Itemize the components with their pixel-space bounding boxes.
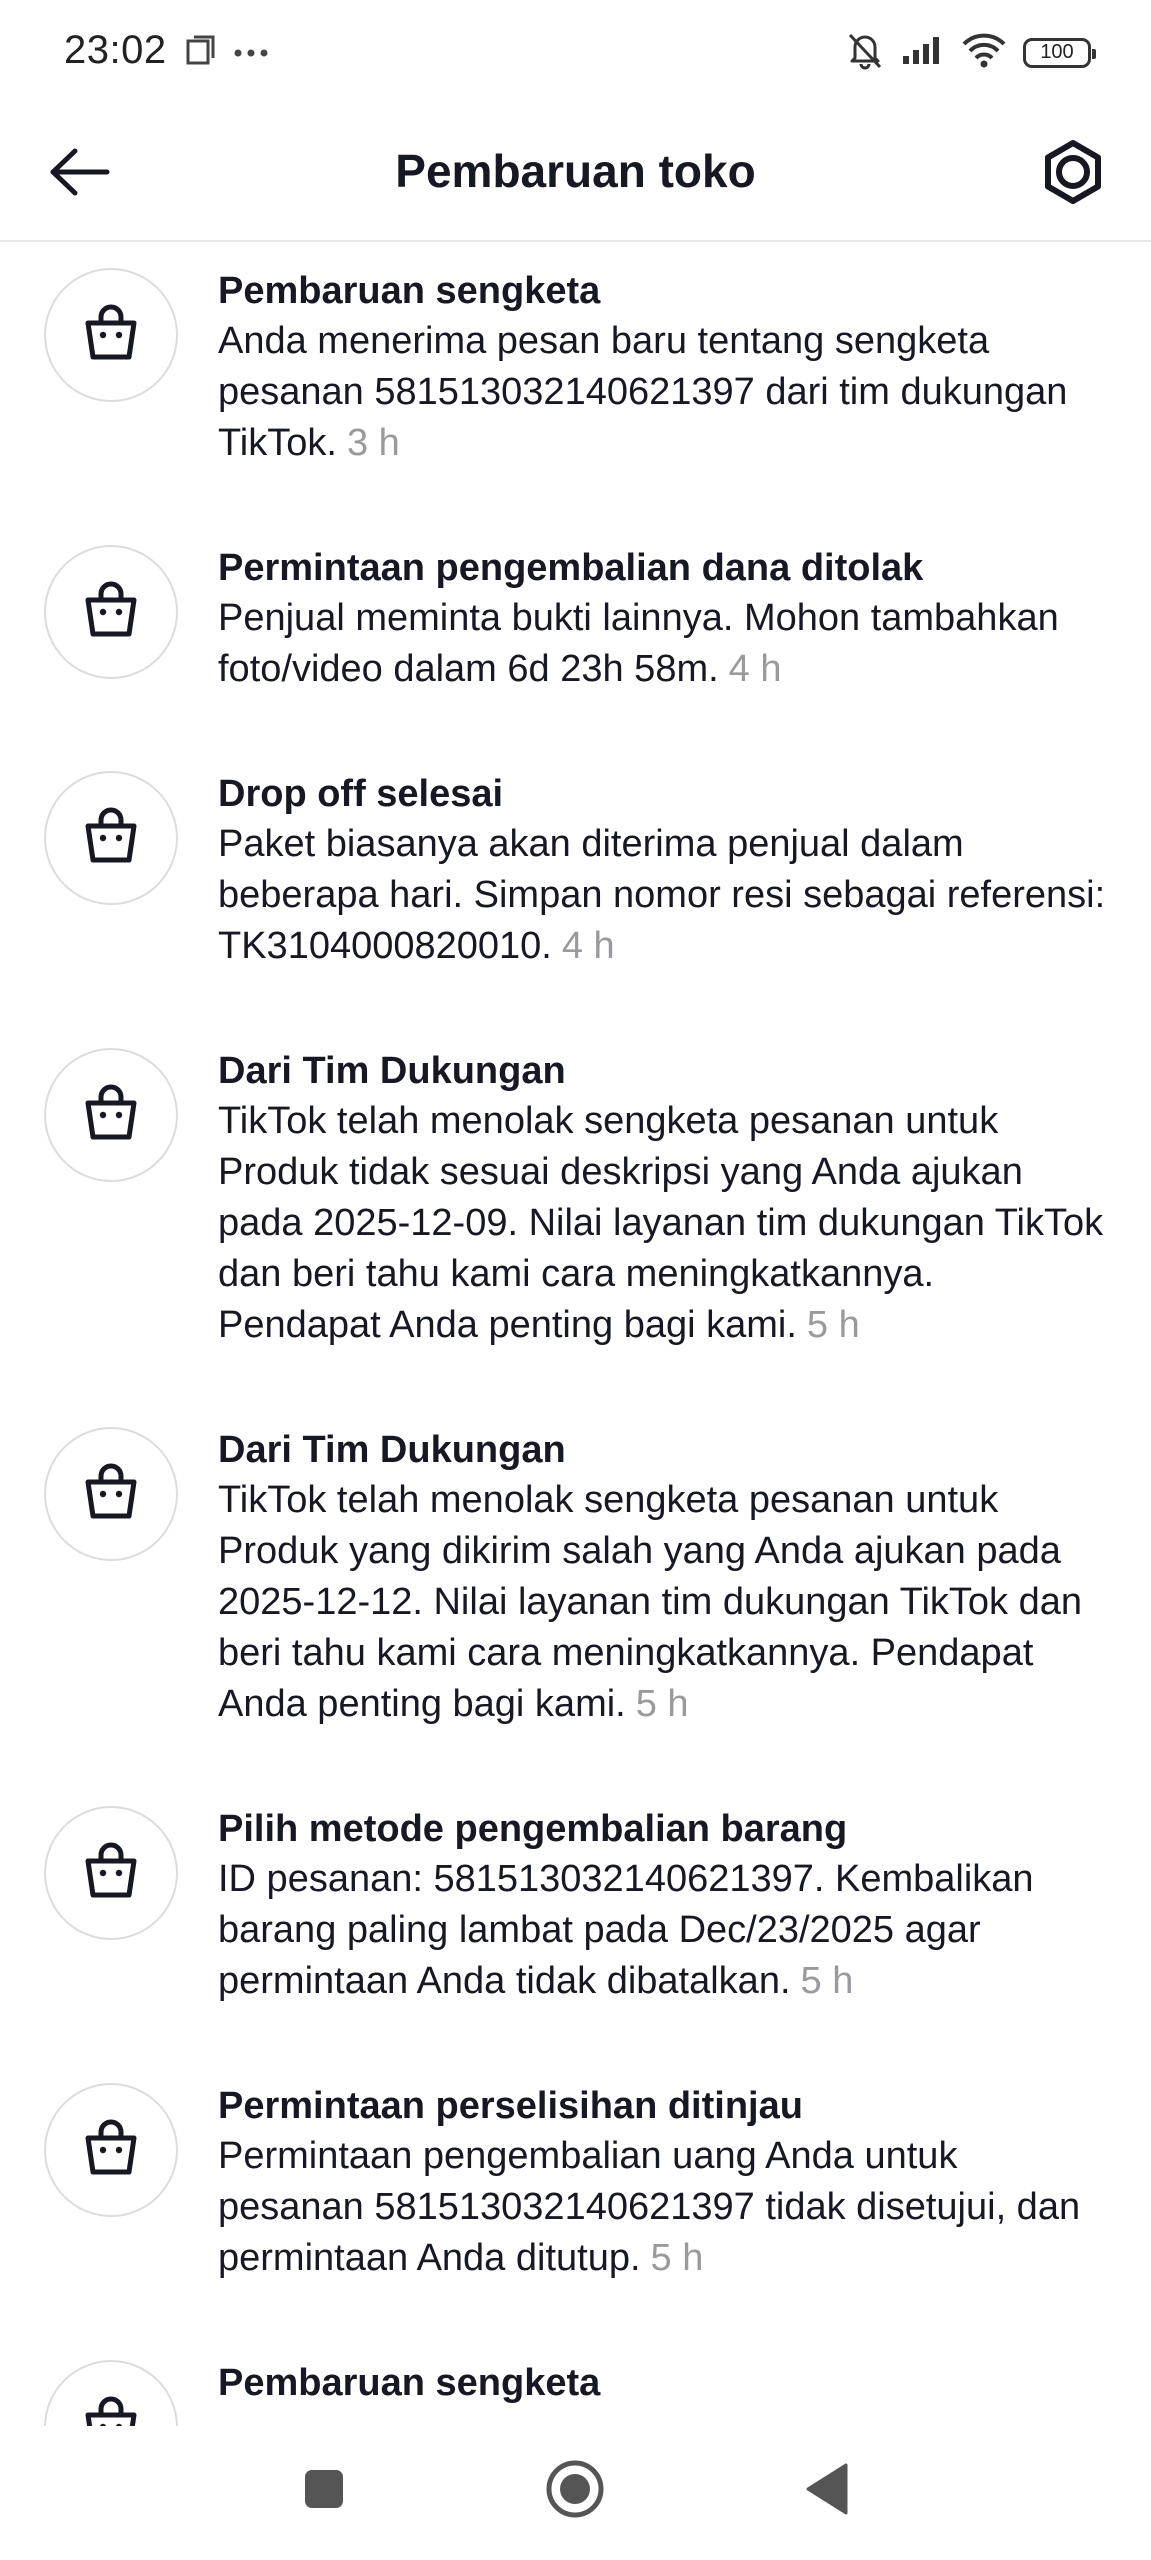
system-nav-bar <box>0 2426 1151 2560</box>
settings-button[interactable] <box>1033 134 1113 214</box>
battery-indicator: 100 <box>1023 38 1091 68</box>
notification-body <box>218 316 1107 469</box>
signal-icon <box>901 34 945 71</box>
shop-avatar <box>44 1427 178 1561</box>
shopping-bag-icon <box>79 1839 143 1908</box>
back-triangle-icon <box>804 2463 850 2520</box>
shop-avatar <box>44 545 178 679</box>
nav-back-button[interactable] <box>792 2456 862 2526</box>
shop-avatar <box>44 1048 178 1182</box>
header <box>0 110 1151 242</box>
wifi-icon <box>961 32 1007 73</box>
notification-body <box>218 819 1107 972</box>
notification-title: Pilih metode pengembalian barang <box>218 1808 848 1850</box>
notification-item[interactable] <box>0 519 1151 745</box>
shop-avatar <box>44 771 178 905</box>
notification-body <box>218 1475 1107 1730</box>
status-bar <box>0 0 1151 110</box>
notification-time: 4 h <box>728 648 782 690</box>
notification-body <box>218 1854 1107 2007</box>
shopping-bag-icon <box>79 1081 143 1150</box>
shopping-bag-icon <box>79 2116 143 2185</box>
notification-time: 4 h <box>561 925 615 967</box>
shopping-bag-icon <box>79 301 143 370</box>
home-circle-icon <box>545 2459 605 2524</box>
shop-avatar <box>44 268 178 402</box>
recents-button[interactable] <box>289 2456 359 2526</box>
notification-title: Dari Tim Dukungan <box>218 1050 566 1092</box>
notification-text: Anda menerima pesan baru tentang sengketa pesanan 581513032140621397 dari tim dukungan TikTok. <box>218 320 1068 464</box>
notification-body <box>218 593 1107 695</box>
bell-muted-icon <box>845 30 885 75</box>
home-button[interactable] <box>540 2456 610 2526</box>
notification-title: Pembaruan sengketa <box>218 270 601 312</box>
notification-item[interactable] <box>0 1401 1151 1780</box>
notification-text: Permintaan pengembalian uang Anda untuk pesanan 581513032140621397 tidak disetujui, dan permintaan Anda ditutup. <box>218 2135 1081 2279</box>
notification-item[interactable] <box>0 2057 1151 2334</box>
notification-item[interactable] <box>0 1780 1151 2057</box>
gear-icon <box>1039 138 1107 211</box>
shop-avatar <box>44 2083 178 2217</box>
notification-body <box>218 2131 1107 2284</box>
notification-title: Dari Tim Dukungan <box>218 1429 566 1471</box>
notification-text: Penjual meminta bukti lainnya. Mohon tambahkan foto/video dalam 6d 23h 58m. <box>218 597 1059 690</box>
notification-title: Permintaan pengembalian dana ditolak <box>218 547 924 589</box>
notification-title: Drop off selesai <box>218 773 504 815</box>
notification-list[interactable] <box>0 242 1151 2426</box>
page-title: Pembaruan toko <box>395 145 756 197</box>
recents-square-icon <box>302 2467 346 2516</box>
notification-item[interactable] <box>0 242 1151 519</box>
more-dots-icon <box>233 45 269 63</box>
notification-text: TikTok telah menolak sengketa pesanan untuk Produk yang dikirim salah yang Anda ajukan pada 2025-12-12. Nilai layanan tim dukungan TikTok dan beri tahu kami cara meningkatkannya. Pendapat Anda penting bagi kami. <box>218 1479 1082 1725</box>
notification-text: ID pesanan: 581513032140621397. Kembalikan barang paling lambat pada Dec/23/2025 agar permintaan Anda tidak dibatalkan. <box>218 1858 1034 2002</box>
status-time: 23:02 <box>64 28 167 72</box>
notification-item[interactable] <box>0 745 1151 1022</box>
notification-title: Pembaruan sengketa <box>218 2362 601 2404</box>
notification-item[interactable] <box>0 1022 1151 1401</box>
shop-avatar <box>44 2360 178 2426</box>
shopping-bag-icon <box>79 578 143 647</box>
notification-time: 5 h <box>650 2237 704 2279</box>
notification-item[interactable] <box>0 2334 1151 2426</box>
notification-time: 5 h <box>806 1304 860 1346</box>
notification-time: 5 h <box>800 1960 854 2002</box>
notification-title: Permintaan perselisihan ditinjau <box>218 2085 803 2127</box>
shopping-bag-icon <box>79 2393 143 2427</box>
notification-body <box>218 1096 1107 1351</box>
notification-text: Paket biasanya akan diterima penjual dalam beberapa hari. Simpan nomor resi sebagai referensi: TK3104000820010. <box>218 823 1106 967</box>
shopping-bag-icon <box>79 804 143 873</box>
notification-time: 3 h <box>346 422 400 464</box>
notification-time: 5 h <box>635 1683 689 1725</box>
shopping-bag-icon <box>79 1460 143 1529</box>
notification-text: TikTok telah menolak sengketa pesanan untuk Produk tidak sesuai deskripsi yang Anda ajukan pada 2025-12-09. Nilai layanan tim dukungan TikTok dan beri tahu kami cara meningkatkannya. Pendapat Anda penting bagi kami. <box>218 1100 1104 1346</box>
screenshot-icon <box>185 34 217 73</box>
shop-avatar <box>44 1806 178 1940</box>
